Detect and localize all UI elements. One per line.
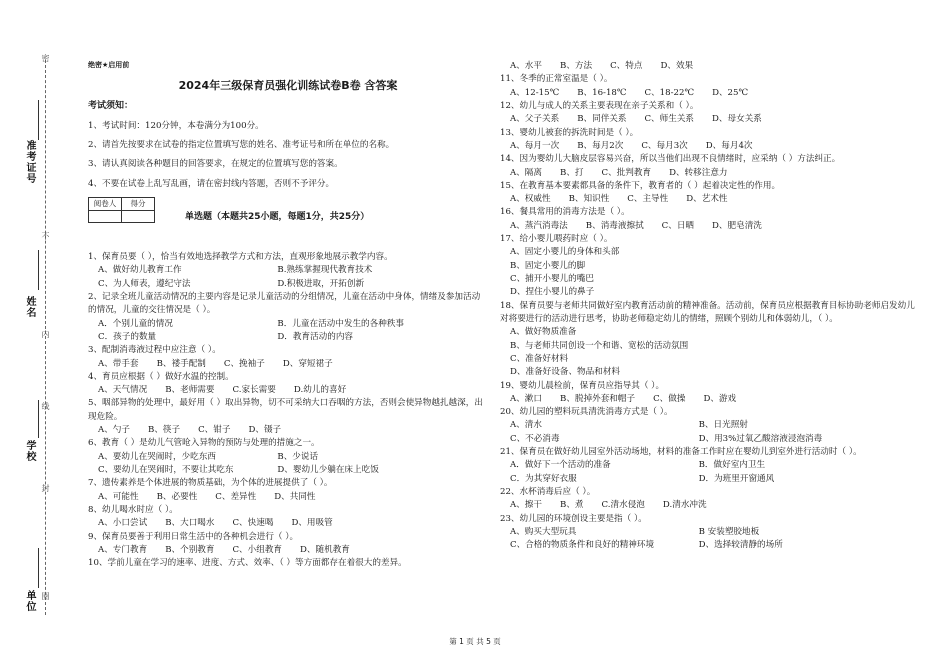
answer-option[interactable]: D、用吸管 bbox=[291, 518, 333, 529]
question-stem: 18、保育员要与老师共同做好室内教育活动前的精神准备。活动前，保育员应根据教育目标协助老师启发幼儿对将要进行的活动进行思考，协助老师稳定幼儿的情绪，照顾个别幼儿和体弱幼儿，（ ）。 bbox=[500, 300, 915, 324]
option-group bbox=[510, 459, 920, 486]
answer-option[interactable]: C、师生关系 bbox=[644, 114, 695, 125]
answer-option[interactable]: B 安装塑胶地板 bbox=[698, 526, 760, 537]
answer-option[interactable]: B、方法 bbox=[560, 61, 593, 71]
answer-option[interactable]: D、每月4次 bbox=[705, 140, 753, 151]
reviewer-header: 阅卷人 bbox=[89, 198, 122, 211]
option-group bbox=[98, 491, 488, 504]
option-group bbox=[510, 499, 920, 512]
answer-option[interactable]: A、天气情况 bbox=[98, 385, 148, 396]
question-stem: 14、因为婴幼儿大脑皮层容易兴奋，所以当他们出现不良情绪时，应采纳（ ）方法纠正。 bbox=[500, 154, 841, 165]
answer-option[interactable]: D.幼儿的喜好 bbox=[293, 385, 347, 396]
answer-option[interactable]: C.清水侵泡 bbox=[601, 500, 645, 511]
answer-option[interactable]: C、为人师表，遵纪守法 bbox=[98, 278, 191, 289]
question-block bbox=[500, 486, 920, 513]
question-block bbox=[500, 180, 920, 207]
question-stem: 13、婴幼儿被套的拆洗时间是（ ）。 bbox=[500, 127, 639, 138]
question-block bbox=[500, 233, 920, 300]
cut-mark: 封 bbox=[41, 484, 50, 492]
question-stem: 12、幼儿与成人的关系主要表现在亲子关系和（ ）。 bbox=[500, 100, 699, 111]
question-block bbox=[88, 291, 488, 344]
question-block bbox=[88, 251, 488, 291]
answer-option[interactable]: D、25℃ bbox=[712, 87, 749, 98]
answer-option[interactable]: A、父子关系 bbox=[510, 114, 560, 125]
question-stem: 23、幼儿园的环境创设主要是指（ ）。 bbox=[500, 513, 647, 524]
answer-option[interactable]: B、日光照射 bbox=[698, 420, 748, 431]
question-block bbox=[500, 73, 920, 100]
answer-option[interactable]: B、褛手配制 bbox=[156, 358, 206, 369]
answer-option[interactable]: C、批判教育 bbox=[601, 167, 652, 178]
answer-option[interactable]: A、漱口 bbox=[510, 393, 542, 404]
score-table bbox=[88, 197, 155, 223]
answer-option[interactable]: D、穿短裙子 bbox=[282, 358, 333, 369]
answer-option[interactable]: B、个别教育 bbox=[165, 544, 215, 555]
answer-option[interactable]: C、日晒 bbox=[661, 220, 695, 231]
name-line bbox=[38, 250, 39, 290]
option-group bbox=[510, 526, 920, 553]
unit-line bbox=[38, 548, 39, 588]
option-group bbox=[510, 326, 920, 379]
question-block bbox=[500, 206, 920, 233]
answer-option[interactable]: D．教育活动的内容 bbox=[277, 331, 354, 342]
answer-option[interactable]: A、每月一次 bbox=[510, 140, 560, 151]
answer-option[interactable]: C、要幼儿在哭闹时，不要让其吃东 bbox=[98, 465, 234, 476]
section-title: 单选题（本题共25小题，每题1分，共25分） bbox=[185, 212, 370, 223]
school-label: 学校 bbox=[24, 440, 35, 462]
answer-option[interactable]: D、游戏 bbox=[703, 393, 737, 404]
answer-option[interactable]: D、随机教育 bbox=[300, 544, 350, 555]
questions-left bbox=[88, 251, 488, 571]
answer-option[interactable]: A、权威性 bbox=[510, 194, 551, 205]
answer-option[interactable]: A、专门教育 bbox=[98, 544, 148, 555]
cut-mark: 密 bbox=[41, 54, 50, 62]
answer-option[interactable]: B、知识性 bbox=[568, 194, 610, 205]
secret-mark: 绝密★启用前 bbox=[88, 61, 130, 69]
notice-item: 2、请首先按要求在试卷的指定位置填写您的姓名、准考证号和所在单位的名称。 bbox=[88, 140, 395, 151]
option-group bbox=[510, 140, 920, 153]
answer-option[interactable]: A、要幼儿在哭闹时，少吃东西 bbox=[98, 451, 216, 462]
answer-option[interactable]: B、大口喝水 bbox=[165, 518, 215, 529]
answer-option[interactable]: A．个别儿童的情况 bbox=[98, 318, 173, 329]
option-group bbox=[98, 264, 488, 291]
option-group bbox=[98, 517, 488, 530]
question-block bbox=[500, 60, 920, 73]
answer-option[interactable]: B、与老师共同创设一个和谐、宽松的活动氛围 bbox=[510, 340, 689, 351]
answer-option[interactable]: D.积极进取，开拓创新 bbox=[277, 278, 365, 289]
answer-option[interactable]: A、擦干 bbox=[510, 500, 542, 511]
answer-option[interactable]: C、不必消毒 bbox=[510, 433, 560, 444]
option-group bbox=[510, 113, 920, 126]
answer-option[interactable]: A、可能性 bbox=[98, 491, 139, 502]
question-stem: 5、咽部异物的处理中，最好用（ ）取出异物，切不可采纳大口吞咽的方法，否则会使异物越扎越深，出现危险。 bbox=[88, 398, 483, 422]
answer-option[interactable]: D、捏住小婴儿的鼻子 bbox=[510, 287, 595, 298]
answer-option[interactable]: C．为其穿好衣服 bbox=[510, 473, 577, 484]
answer-option[interactable]: B、老师需要 bbox=[165, 385, 215, 396]
option-group bbox=[98, 358, 488, 371]
option-group bbox=[510, 246, 920, 299]
option-group bbox=[98, 384, 488, 397]
answer-option[interactable]: C、特点 bbox=[610, 61, 643, 71]
name-label: 姓名 bbox=[24, 296, 35, 318]
cut-mark: 线 bbox=[41, 402, 50, 410]
exam-number-line bbox=[38, 100, 39, 140]
option-group bbox=[510, 60, 920, 73]
option-group bbox=[98, 424, 488, 437]
answer-option[interactable]: C．孩子的数量 bbox=[98, 331, 157, 342]
question-block bbox=[88, 371, 488, 398]
option-group bbox=[510, 193, 920, 206]
question-stem: 22、水杯消毒后应（ ）。 bbox=[500, 487, 596, 497]
answer-option[interactable]: C、主导性 bbox=[627, 194, 669, 205]
answer-option[interactable]: B、少说话 bbox=[277, 451, 319, 462]
question-stem: 4、育员应根据（ ）做好水温的控制。 bbox=[88, 371, 234, 382]
option-group bbox=[510, 419, 920, 446]
answer-option[interactable]: B．儿童在活动中发生的各种秩事 bbox=[277, 318, 405, 329]
answer-option[interactable]: A、清水 bbox=[510, 420, 542, 431]
question-block bbox=[500, 513, 920, 553]
question-stem: 6、教育（ ）是幼儿气管呛入异物的预防与处理的措施之一。 bbox=[88, 438, 320, 449]
answer-option[interactable]: D、效果 bbox=[660, 61, 694, 71]
notice-heading: 考试须知： bbox=[88, 100, 134, 111]
answer-option[interactable]: C、合格的物质条件和良好的精神环境 bbox=[510, 540, 655, 551]
notice-item: 1、考试时间：120分钟，本卷满分为100分。 bbox=[88, 120, 264, 131]
answer-option[interactable]: B、每月2次 bbox=[577, 140, 624, 151]
question-stem: 10、学前儿童在学习的速率、进度、方式、效率、（ ）等方面都存在着很大的差异。 bbox=[88, 558, 407, 569]
option-group bbox=[510, 220, 920, 233]
answer-option[interactable]: B、固定小婴儿的脚 bbox=[510, 260, 586, 271]
answer-option[interactable]: C、快速喝 bbox=[232, 518, 274, 529]
answer-option[interactable]: C、钳子 bbox=[198, 425, 231, 436]
page-title: 2024年三级保育员强化训练试卷B卷 含答案 bbox=[178, 78, 398, 92]
answer-option[interactable]: C、捕开小婴儿的嘴巴 bbox=[510, 274, 594, 284]
answer-option[interactable]: D、共同性 bbox=[274, 491, 316, 502]
notice-item: 3、请认真阅读各种题目的回答要求，在规定的位置填写您的答案。 bbox=[88, 159, 343, 170]
answer-option[interactable]: C、差异性 bbox=[215, 491, 257, 502]
option-group bbox=[98, 318, 488, 345]
question-block bbox=[88, 437, 488, 477]
question-stem: 1、保育员要（ ），恰当有效地选择教学方式和方法，直观形象地展示教学内容。 bbox=[88, 252, 393, 263]
option-group bbox=[98, 544, 488, 557]
question-stem: 20、幼儿园的塑料玩具清洗消毒方式是（ ）。 bbox=[500, 407, 673, 418]
question-stem: 9、保育员要善于利用日常生活中的各种机会进行（ ）。 bbox=[88, 531, 299, 542]
answer-option[interactable]: A、带手套 bbox=[98, 358, 139, 369]
question-block bbox=[500, 406, 920, 446]
question-block bbox=[500, 380, 920, 407]
answer-option[interactable]: B、煮 bbox=[560, 500, 584, 511]
answer-option[interactable]: B、筷子 bbox=[148, 425, 181, 436]
answer-option[interactable]: B、必要性 bbox=[156, 491, 198, 502]
answer-option[interactable]: A、隔离 bbox=[510, 167, 542, 178]
answer-option[interactable]: C、18-22℃ bbox=[644, 87, 695, 98]
school-line bbox=[38, 400, 39, 438]
answer-option[interactable]: D、肥皂清洗 bbox=[712, 220, 762, 231]
cut-mark: 不 bbox=[41, 232, 50, 240]
answer-option[interactable]: A、固定小婴儿的身体和头部 bbox=[510, 247, 620, 258]
question-stem: 8、幼儿喝水时应（ ）。 bbox=[88, 504, 178, 515]
answer-option[interactable]: C、每月3次 bbox=[641, 140, 688, 151]
answer-option[interactable]: A、做好幼儿教育工作 bbox=[98, 265, 182, 276]
answer-option[interactable]: D、镊子 bbox=[248, 425, 282, 436]
question-block bbox=[88, 397, 488, 437]
answer-option[interactable]: D、艺术性 bbox=[686, 194, 728, 205]
question-block bbox=[500, 300, 920, 380]
answer-option[interactable]: C.家长需要 bbox=[232, 385, 276, 396]
question-block bbox=[88, 344, 488, 371]
question-stem: 17、给小婴儿喂药时应（ ）。 bbox=[500, 234, 613, 245]
answer-option[interactable]: B、16-18℃ bbox=[577, 87, 627, 98]
question-block bbox=[88, 531, 488, 558]
answer-option[interactable]: A、做好物质准备 bbox=[510, 327, 577, 338]
unit-label: 单位 bbox=[24, 590, 35, 612]
answer-option[interactable]: B、打 bbox=[560, 167, 584, 178]
question-stem: 16、餐具常用的消毒方法是（ ）。 bbox=[500, 207, 630, 218]
answer-option[interactable]: D、选择较清静的场所 bbox=[698, 540, 783, 551]
question-block bbox=[500, 446, 920, 486]
question-block bbox=[88, 504, 488, 531]
answer-option[interactable]: D、婴幼儿少躺在床上吃饭 bbox=[277, 465, 379, 476]
notice-list bbox=[88, 120, 488, 191]
cut-mark: 内 bbox=[41, 330, 50, 338]
score-cell[interactable] bbox=[122, 210, 155, 222]
answer-option[interactable]: D、转移注意力 bbox=[669, 167, 728, 178]
answer-option[interactable]: A、勺子 bbox=[98, 425, 130, 436]
question-stem: 3、配制消毒液过程中应注意（ ）。 bbox=[88, 345, 221, 356]
answer-option[interactable]: D、准备好设备、物品和材料 bbox=[510, 367, 621, 378]
binding-strip bbox=[0, 0, 62, 671]
score-area bbox=[88, 197, 488, 225]
option-group bbox=[510, 167, 920, 180]
answer-option[interactable]: D.清水冲洗 bbox=[662, 500, 707, 511]
option-group bbox=[510, 87, 920, 100]
answer-option[interactable]: D．为班里开窗通风 bbox=[698, 473, 775, 484]
question-block bbox=[88, 477, 488, 504]
answer-option[interactable]: B．做好室内卫生 bbox=[698, 460, 766, 471]
answer-option[interactable]: B、同伴关系 bbox=[577, 114, 627, 125]
question-stem: 2、记录全班儿童活动情况的主要内容是记录儿童活动的分组情况，儿童在活动中身体，情绪及参加活动的情况，儿童的交往情况是（ ）。 bbox=[88, 291, 481, 316]
question-stem: 15、在教育基本要素都具备的条件下，教育者的（ ）起着决定性的作用。 bbox=[500, 180, 781, 191]
option-group bbox=[98, 451, 488, 478]
answer-option[interactable]: A．做好下一个活动的准备 bbox=[510, 460, 611, 471]
question-block bbox=[500, 100, 920, 127]
question-stem: 19、婴幼儿晨检前，保育员应指导其（ ）。 bbox=[500, 380, 665, 391]
notice-item: 4、不要在试卷上乱写乱画，请在密封线内答题，否则不予评分。 bbox=[88, 178, 335, 189]
answer-option[interactable]: A、12-15℃ bbox=[510, 87, 560, 98]
answer-option[interactable]: D、用3%过氧乙酸溶液浸泡消毒 bbox=[698, 433, 823, 444]
answer-option[interactable]: B、消毒液擦拭 bbox=[585, 220, 644, 231]
reviewer-cell[interactable] bbox=[89, 210, 122, 222]
question-block bbox=[500, 153, 920, 180]
question-block bbox=[500, 127, 920, 154]
answer-option[interactable]: A、水平 bbox=[510, 61, 542, 71]
answer-option[interactable]: C、挽袖子 bbox=[223, 358, 265, 369]
score-header: 得分 bbox=[122, 198, 155, 211]
answer-option[interactable]: C、做操 bbox=[653, 393, 686, 404]
page-footer: 第 1 页 共 5 页 bbox=[449, 637, 501, 646]
question-block bbox=[88, 557, 488, 570]
cut-mark: 圈 bbox=[41, 592, 50, 600]
left-column bbox=[88, 60, 488, 571]
right-column bbox=[500, 60, 920, 553]
answer-option[interactable]: C、准备好材料 bbox=[510, 353, 569, 364]
question-stem: 7、遗传素养是个体进展的物质基础，为个体的进展提供了（ ）。 bbox=[88, 478, 333, 489]
exam-number-label: 准考证号 bbox=[24, 140, 35, 184]
answer-option[interactable]: C、小组教育 bbox=[232, 544, 283, 555]
question-stem: 21、保育员在做好幼儿园室外活动场地，材料的准备工作时应在婴幼儿到室外进行活动时（ ）。 bbox=[500, 447, 862, 458]
answer-option[interactable]: A、蒸汽消毒法 bbox=[510, 220, 568, 231]
answer-option[interactable]: A、小口尝试 bbox=[98, 518, 148, 529]
answer-option[interactable]: A、购买大型玩具 bbox=[510, 526, 577, 537]
question-stem: 11、冬季的正常室温是（ ）。 bbox=[500, 74, 613, 85]
answer-option[interactable]: B、脱掉外套和帽子 bbox=[560, 393, 636, 404]
option-group bbox=[510, 393, 920, 406]
answer-option[interactable]: B.熟练掌握现代教育技术 bbox=[277, 265, 373, 276]
answer-option[interactable]: D、母女关系 bbox=[712, 114, 762, 125]
